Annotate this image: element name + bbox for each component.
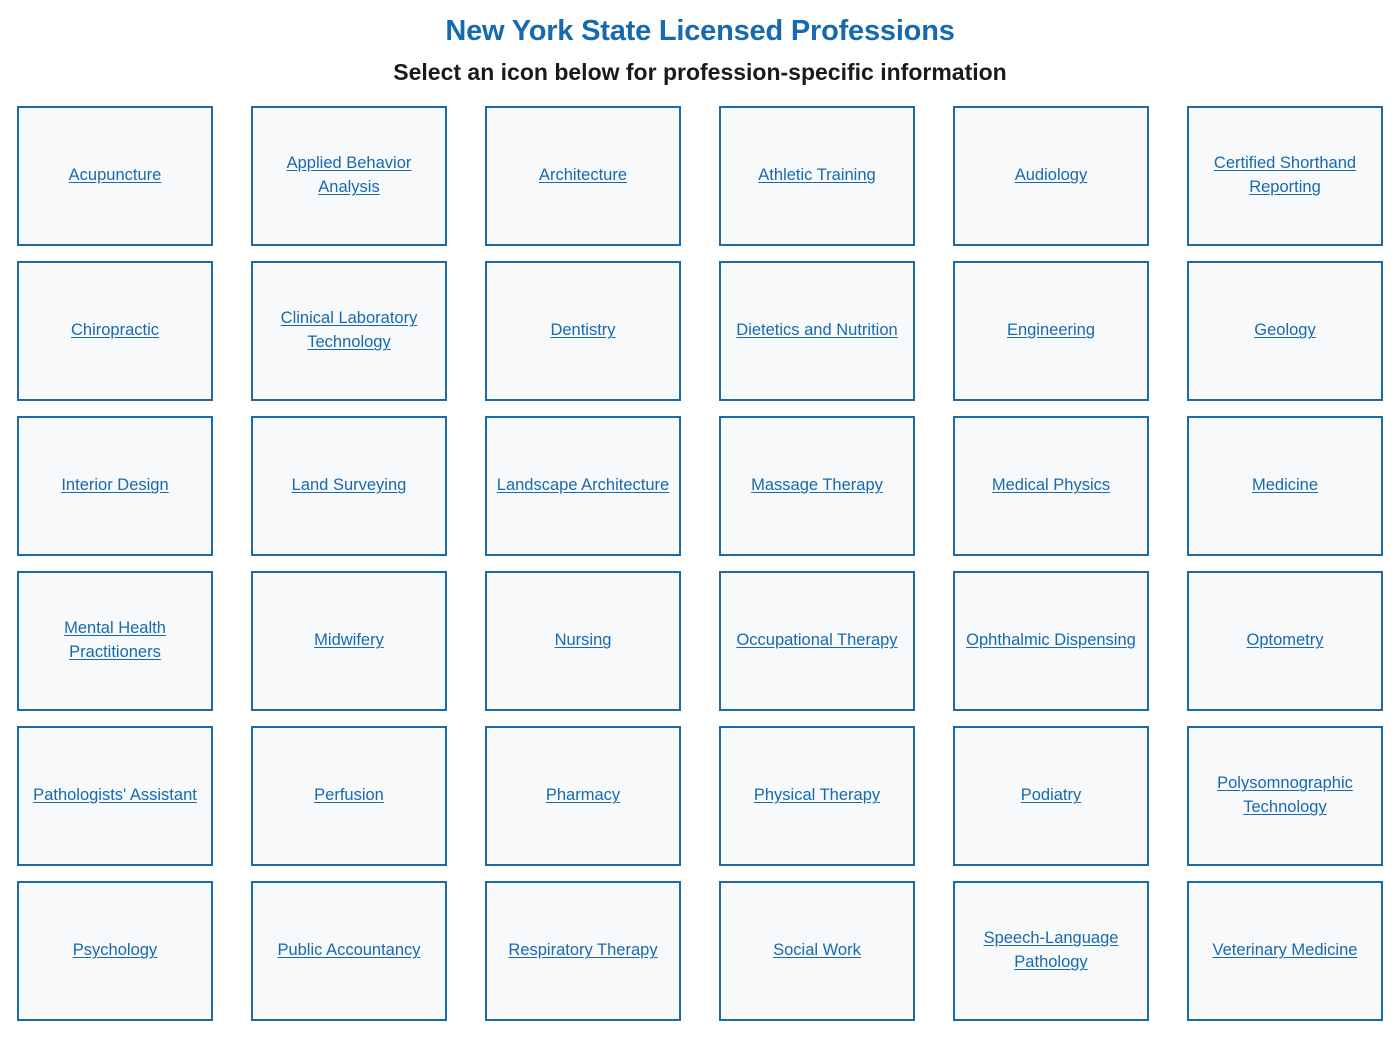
page-title: New York State Licensed Professions	[445, 15, 955, 47]
profession-tile-land-surveying[interactable]	[251, 416, 447, 556]
profession-link-label[interactable]: Public Accountancy	[277, 941, 421, 960]
profession-link-label[interactable]: Geology	[1254, 321, 1316, 340]
profession-link-label[interactable]: Medicine	[1251, 476, 1319, 495]
profession-tile-mental-health-practitioners[interactable]	[17, 571, 213, 711]
profession-link-label[interactable]: Perfusion	[314, 786, 384, 805]
profession-link-label[interactable]: Applied Behavior Analysis	[286, 154, 412, 197]
profession-tile-perfusion[interactable]	[251, 726, 447, 866]
profession-link-label[interactable]: Polysomnographic Technology	[1217, 774, 1353, 817]
profession-tile-psychology[interactable]	[17, 881, 213, 1021]
profession-tile-audiology[interactable]	[953, 106, 1149, 246]
profession-tile-pharmacy[interactable]	[485, 726, 681, 866]
profession-link-label[interactable]: Pathologists' Assistant	[33, 786, 197, 805]
profession-tile-veterinary-medicine[interactable]	[1187, 881, 1383, 1021]
profession-tile-chiropractic[interactable]	[17, 261, 213, 401]
profession-tile-architecture[interactable]	[485, 106, 681, 246]
profession-link-label[interactable]: Land Surveying	[291, 476, 407, 495]
profession-link-label[interactable]: Speech-Language Pathology	[983, 929, 1119, 972]
profession-link-label[interactable]: Ophthalmic Dispensing	[966, 631, 1136, 650]
profession-tile-speech-language-pathology[interactable]	[953, 881, 1149, 1021]
profession-link-label[interactable]: Engineering	[1006, 321, 1096, 340]
profession-tile-acupuncture[interactable]	[17, 106, 213, 246]
profession-link-label[interactable]: Respiratory Therapy	[508, 941, 658, 960]
professions-grid	[0, 106, 1400, 1021]
profession-tile-engineering[interactable]	[953, 261, 1149, 401]
profession-tile-certified-shorthand-reporting[interactable]	[1187, 106, 1383, 246]
profession-tile-physical-therapy[interactable]	[719, 726, 915, 866]
page-subtitle: Select an icon below for profession-specific information	[393, 58, 1007, 85]
profession-link-label[interactable]: Pharmacy	[545, 786, 621, 805]
profession-link-label[interactable]: Mental Health Practitioners	[64, 619, 166, 662]
profession-link-label[interactable]: Occupational Therapy	[736, 631, 898, 650]
profession-tile-respiratory-therapy[interactable]	[485, 881, 681, 1021]
profession-tile-dietetics-and-nutrition[interactable]	[719, 261, 915, 401]
profession-tile-social-work[interactable]	[719, 881, 915, 1021]
profession-link-label[interactable]: Acupuncture	[68, 166, 162, 185]
profession-link-label[interactable]: Psychology	[72, 941, 158, 960]
profession-link-label[interactable]: Architecture	[538, 166, 628, 185]
profession-tile-public-accountancy[interactable]	[251, 881, 447, 1021]
profession-tile-geology[interactable]	[1187, 261, 1383, 401]
profession-link-label[interactable]: Physical Therapy	[753, 786, 881, 805]
profession-tile-podiatry[interactable]	[953, 726, 1149, 866]
profession-link-label[interactable]: Nursing	[554, 631, 612, 650]
profession-tile-optometry[interactable]	[1187, 571, 1383, 711]
profession-link-label[interactable]: Audiology	[1014, 166, 1088, 185]
profession-tile-athletic-training[interactable]	[719, 106, 915, 246]
profession-link-label[interactable]: Podiatry	[1020, 786, 1082, 805]
profession-tile-dentistry[interactable]	[485, 261, 681, 401]
profession-link-label[interactable]: Athletic Training	[758, 166, 876, 185]
profession-link-label[interactable]: Midwifery	[314, 631, 384, 650]
profession-link-label[interactable]: Dietetics and Nutrition	[736, 321, 898, 340]
profession-tile-pathologists-assistant[interactable]	[17, 726, 213, 866]
profession-tile-occupational-therapy[interactable]	[719, 571, 915, 711]
profession-link-label[interactable]: Optometry	[1246, 631, 1324, 650]
profession-tile-clinical-laboratory-technology[interactable]	[251, 261, 447, 401]
profession-tile-medicine[interactable]	[1187, 416, 1383, 556]
profession-tile-applied-behavior-analysis[interactable]	[251, 106, 447, 246]
profession-tile-massage-therapy[interactable]	[719, 416, 915, 556]
profession-tile-medical-physics[interactable]	[953, 416, 1149, 556]
profession-link-label[interactable]: Medical Physics	[991, 476, 1111, 495]
profession-link-label[interactable]: Interior Design	[61, 476, 169, 495]
profession-link-label[interactable]: Dentistry	[550, 321, 616, 340]
profession-link-label[interactable]: Massage Therapy	[751, 476, 883, 495]
profession-link-label[interactable]: Clinical Laboratory Technology	[280, 309, 418, 352]
profession-link-label[interactable]: Veterinary Medicine	[1212, 941, 1358, 960]
profession-link-label[interactable]: Chiropractic	[70, 321, 160, 340]
profession-tile-ophthalmic-dispensing[interactable]	[953, 571, 1149, 711]
profession-tile-polysomnographic-technology[interactable]	[1187, 726, 1383, 866]
profession-link-label[interactable]: Certified Shorthand Reporting	[1213, 154, 1357, 197]
profession-tile-nursing[interactable]	[485, 571, 681, 711]
profession-link-label[interactable]: Social Work	[773, 941, 861, 960]
profession-tile-landscape-architecture[interactable]	[485, 416, 681, 556]
profession-tile-midwifery[interactable]	[251, 571, 447, 711]
profession-tile-interior-design[interactable]	[17, 416, 213, 556]
profession-link-label[interactable]: Landscape Architecture	[496, 476, 670, 495]
